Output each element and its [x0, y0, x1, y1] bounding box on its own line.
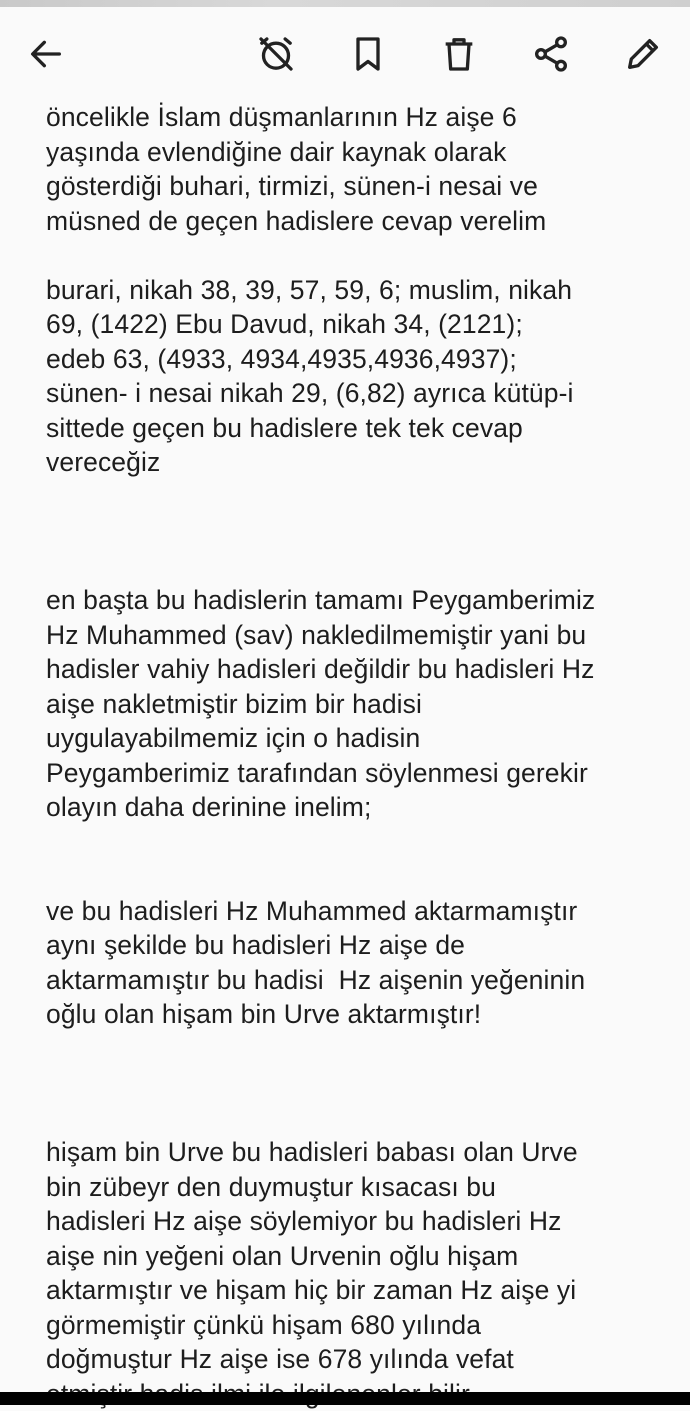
pencil-icon — [623, 34, 663, 74]
alarm-off-button[interactable] — [249, 27, 303, 81]
share-icon — [531, 34, 571, 74]
share-button[interactable] — [524, 27, 578, 81]
note-text: öncelikle İslam düşmanlarının Hz aişe 6 yaşında evlendiğine dair kaynak olarak gösterdiği buhari, tirmizi, sünen-i nesai ve müsned de geçen hadislere cevap verelim burari, nikah 38, 39, 57, 59, 6; muslim, nikah 69, (1422) Ebu Davud, nikah 34, (2121); edeb 63, (4933, 4934,4935,4936,4937); sünen- i nesai nikah 29, (6,82) ayrıca kütüp-i sittede geçen bu hadislere tek tek cevap vereceğiz en başta bu hadislerin tamamı Peygamberimiz Hz Muhammed (sav) nakledilmemiştir yani bu hadisler vahiy hadisleri değildir bu hadisleri Hz aişe nakletmiştir bizim bir hadisi uygulayabilmemiz için o hadisin Peygamberimiz tarafından söylenmesi gerekir olayın daha derinine inelim; ve bu hadisleri Hz Muhammed aktarmamıştır aynı şekilde bu hadisleri Hz aişe de aktarmamıştır bu hadisi Hz aişenin yeğeninin oğlu olan hişam bin Urve aktarmıştır! hişam bin Urve bu hadisleri babası olan Urve bin zübeyr den duymuştur kısacası bu hadisleri Hz aişe söylemiyor bu hadisleri Hz aişe nin yeğeni olan Urvenin oğlu hişam aktarmıştır ve hişam hiç bir zaman Hz aişe yi görmemiştir çünkü hişam 680 yılında doğmuştur Hz aişe ise 678 yılında vefat — [46, 102, 596, 1374]
status-strip — [0, 0, 690, 7]
alarm-off-icon — [256, 34, 296, 74]
trash-icon — [439, 34, 479, 74]
note-toolbar — [0, 7, 690, 103]
bookmark-icon — [348, 34, 388, 74]
edit-button[interactable] — [616, 27, 670, 81]
navigation-bar — [0, 1392, 690, 1405]
bookmark-button[interactable] — [341, 27, 395, 81]
note-body[interactable] — [46, 100, 646, 1392]
arrow-left-icon — [26, 34, 66, 74]
back-button[interactable] — [19, 27, 73, 81]
delete-button[interactable] — [432, 27, 486, 81]
